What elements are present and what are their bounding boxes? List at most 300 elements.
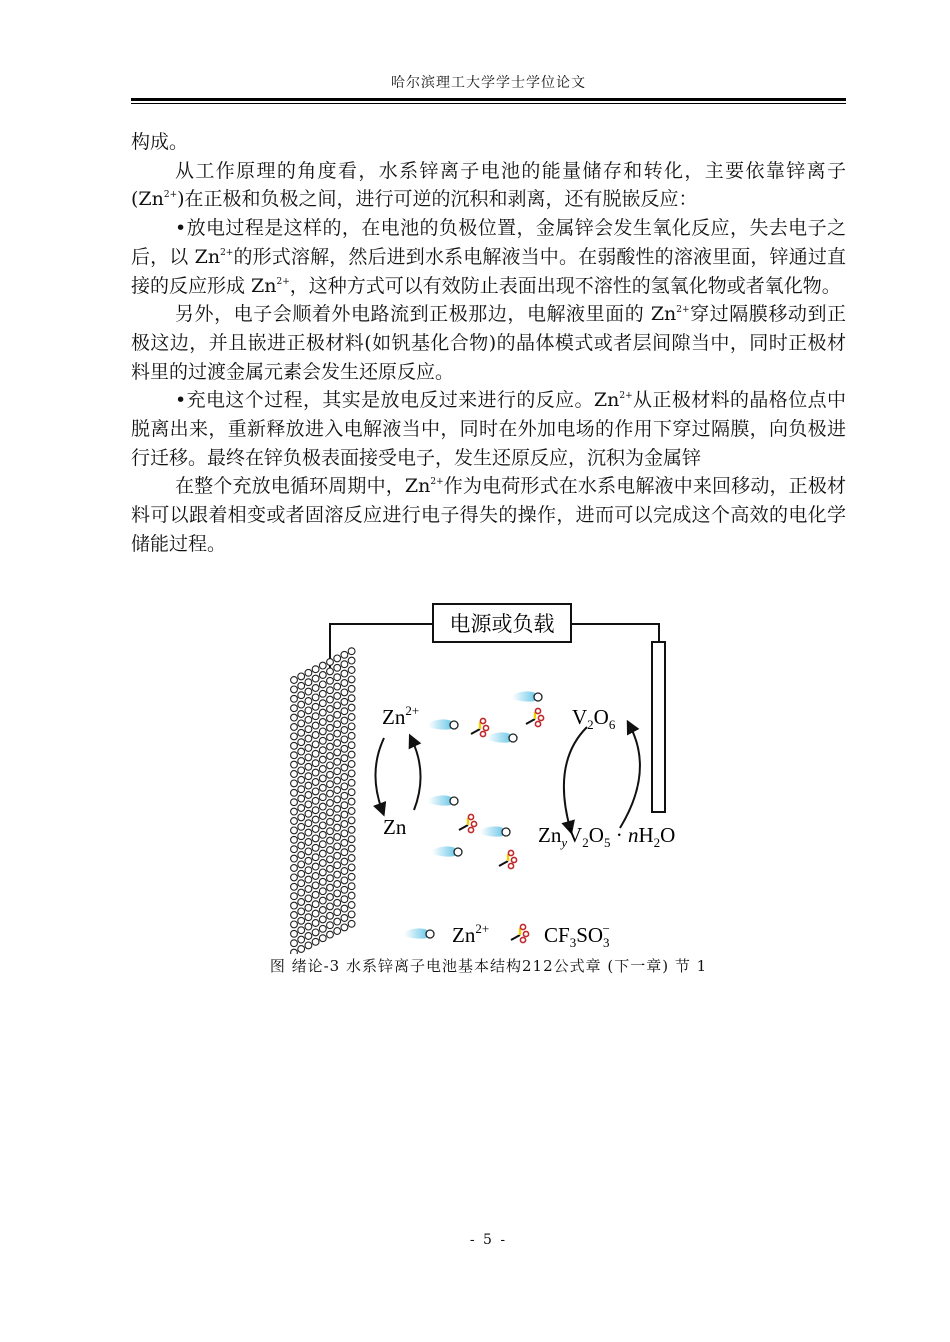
lattice-atom <box>327 894 334 901</box>
lattice-atom <box>319 935 326 942</box>
lattice-atom <box>298 729 305 736</box>
lattice-atom <box>334 824 341 831</box>
lattice-atom <box>348 789 355 796</box>
lattice-atom <box>298 720 305 727</box>
lattice-atom <box>305 792 312 799</box>
lattice-atom <box>348 685 355 692</box>
lattice-atom <box>348 920 355 927</box>
lattice-atom <box>319 756 326 763</box>
lattice-atom <box>305 745 312 752</box>
lattice-atom <box>298 880 305 887</box>
lattice-atom <box>291 818 298 825</box>
header-rule-thick <box>131 98 846 101</box>
cathode-plate <box>652 642 665 812</box>
lattice-atom <box>312 732 319 739</box>
lattice-atom <box>348 723 355 730</box>
legend-zn-ion-label: $Zn^{2+}$ <box>452 921 490 947</box>
lattice-atom <box>291 855 298 862</box>
paragraph-1: 构成。 <box>131 131 189 153</box>
lattice-atom <box>348 667 355 674</box>
zinc-anode-lattice <box>291 648 355 954</box>
lattice-atom <box>312 694 319 701</box>
lattice-atom <box>334 683 341 690</box>
lattice-atom <box>348 855 355 862</box>
lattice-atom <box>312 873 319 880</box>
lattice-atom <box>298 870 305 877</box>
lattice-atom <box>291 893 298 900</box>
lattice-atom <box>334 862 341 869</box>
lattice-atom <box>334 918 341 925</box>
lattice-atom <box>341 680 348 687</box>
lattice-atom <box>348 864 355 871</box>
lattice-atom <box>341 755 348 762</box>
lattice-atom <box>319 907 326 914</box>
lattice-atom <box>341 821 348 828</box>
lattice-atom <box>327 800 334 807</box>
lattice-atom <box>341 661 348 668</box>
lattice-atom <box>319 775 326 782</box>
lattice-atom <box>348 836 355 843</box>
lattice-atom <box>291 912 298 919</box>
lattice-atom <box>298 692 305 699</box>
lattice-atom <box>319 916 326 923</box>
lattice-atom <box>312 666 319 673</box>
lattice-atom <box>348 845 355 852</box>
anode-arrow-down <box>375 738 384 810</box>
lattice-atom <box>334 730 341 737</box>
zn-ion-particle <box>487 732 517 742</box>
legend-triflate-symbol <box>511 924 529 942</box>
lattice-atom <box>341 717 348 724</box>
lattice-atom <box>341 811 348 818</box>
lattice-atom <box>298 814 305 821</box>
lattice-atom <box>319 690 326 697</box>
lattice-atom <box>312 826 319 833</box>
paragraph-5: •充电这个过程，其实是放电反过来进行的反应。$Zn^{2+}$从正极材料的晶格位点中脱离出来，重新释放进入电解液当中，同时在外加电场的作用下穿过隔膜，向负极进行迁移。最终在锌负极表面接受电子，发生还原反应，沉积为金属锌 <box>131 389 846 469</box>
lattice-atom <box>334 674 341 681</box>
lattice-atom <box>327 668 334 675</box>
lattice-atom <box>312 760 319 767</box>
triflate-anion <box>526 708 544 726</box>
lattice-atom <box>305 763 312 770</box>
lattice-atom <box>341 792 348 799</box>
lattice-atom <box>312 910 319 917</box>
lattice-atom <box>334 749 341 756</box>
lattice-atom <box>305 707 312 714</box>
lattice-atom <box>334 655 341 662</box>
lattice-atom <box>319 803 326 810</box>
lattice-atom <box>298 758 305 765</box>
lattice-atom <box>319 700 326 707</box>
lattice-atom <box>298 927 305 934</box>
lattice-atom <box>305 867 312 874</box>
lattice-atom <box>291 771 298 778</box>
lattice-atom <box>319 737 326 744</box>
lattice-atom <box>305 829 312 836</box>
lattice-atom <box>327 687 334 694</box>
lattice-atom <box>291 714 298 721</box>
lattice-atom <box>291 808 298 815</box>
lattice-atom <box>305 698 312 705</box>
lattice-atom <box>341 915 348 922</box>
zn-ion-particle <box>480 826 510 836</box>
lattice-atom <box>348 883 355 890</box>
lattice-atom <box>312 703 319 710</box>
lattice-atom <box>348 873 355 880</box>
lattice-atom <box>327 912 334 919</box>
lattice-atom <box>291 874 298 881</box>
anode-arrow-up <box>412 740 421 810</box>
lattice-atom <box>291 827 298 834</box>
lattice-atom <box>341 905 348 912</box>
lattice-atom <box>305 904 312 911</box>
lattice-atom <box>291 733 298 740</box>
lattice-atom <box>305 820 312 827</box>
lattice-atom <box>312 854 319 861</box>
lattice-atom <box>334 693 341 700</box>
lattice-atom <box>305 876 312 883</box>
lattice-atom <box>319 822 326 829</box>
lattice-atom <box>327 743 334 750</box>
lattice-atom <box>319 850 326 857</box>
lattice-atom <box>312 797 319 804</box>
lattice-atom <box>327 762 334 769</box>
lattice-atom <box>327 659 334 666</box>
lattice-atom <box>327 753 334 760</box>
lattice-atom <box>291 686 298 693</box>
lattice-atom <box>334 805 341 812</box>
lattice-atom <box>291 902 298 909</box>
lattice-atom <box>298 795 305 802</box>
lattice-atom <box>348 657 355 664</box>
lattice-atom <box>334 787 341 794</box>
lattice-atom <box>334 815 341 822</box>
lattice-atom <box>298 823 305 830</box>
lattice-atom <box>312 863 319 870</box>
lattice-atom <box>291 789 298 796</box>
lattice-atom <box>327 818 334 825</box>
lattice-atom <box>298 739 305 746</box>
lattice-atom <box>319 813 326 820</box>
lattice-atom <box>341 886 348 893</box>
lattice-atom <box>319 794 326 801</box>
legend-triflate-label: $CF_3SO_3-$ <box>544 921 610 950</box>
paragraph-4: 另外，电子会顺着外电路流到正极那边，电解液里面的 $Zn^{2+}$穿过隔膜移动到正极这边，并且嵌进正极材料(如钒基化合物)的晶体模式或者层间隙当中，同时正极材料里的过渡金属元素会发生还原反应。 <box>131 303 846 383</box>
lattice-atom <box>312 713 319 720</box>
lattice-atom <box>319 719 326 726</box>
zn-ion-particle <box>512 691 542 701</box>
lattice-atom <box>291 677 298 684</box>
lattice-atom <box>305 669 312 676</box>
lattice-atom <box>305 735 312 742</box>
lattice-atom <box>298 908 305 915</box>
lattice-atom <box>298 701 305 708</box>
lattice-atom <box>305 895 312 902</box>
lattice-atom <box>334 702 341 709</box>
lattice-atom <box>319 860 326 867</box>
lattice-atom <box>312 741 319 748</box>
lattice-atom <box>319 662 326 669</box>
triflate-anion <box>499 850 517 868</box>
lattice-atom <box>291 930 298 937</box>
lattice-atom <box>319 841 326 848</box>
lattice-atom <box>291 752 298 759</box>
lattice-atom <box>291 836 298 843</box>
lattice-atom <box>305 923 312 930</box>
lattice-atom <box>305 773 312 780</box>
lattice-atom <box>327 696 334 703</box>
lattice-atom <box>348 695 355 702</box>
lattice-atom <box>348 817 355 824</box>
lattice-atom <box>298 842 305 849</box>
lattice-atom <box>291 883 298 890</box>
lattice-atom <box>298 917 305 924</box>
lattice-atom <box>341 839 348 846</box>
lattice-atom <box>341 736 348 743</box>
lattice-atom <box>305 726 312 733</box>
lattice-atom <box>319 709 326 716</box>
lattice-atom <box>334 711 341 718</box>
lattice-atom <box>334 871 341 878</box>
lattice-atom <box>341 745 348 752</box>
lattice-atom <box>341 858 348 865</box>
lattice-atom <box>298 805 305 812</box>
power-load-label: 电源或负载 <box>449 612 555 636</box>
battery-diagram-svg <box>282 602 702 954</box>
lattice-atom <box>312 807 319 814</box>
legend-zn-ion-symbol <box>404 928 434 938</box>
lattice-atom <box>334 758 341 765</box>
lattice-atom <box>305 688 312 695</box>
lattice-atom <box>291 865 298 872</box>
lattice-atom <box>291 742 298 749</box>
zn-ion-particle <box>428 795 458 805</box>
lattice-atom <box>312 882 319 889</box>
lattice-atom <box>327 790 334 797</box>
lattice-atom <box>327 781 334 788</box>
lattice-atom <box>305 801 312 808</box>
lattice-atom <box>327 677 334 684</box>
lattice-atom <box>341 802 348 809</box>
lattice-atom <box>334 777 341 784</box>
lattice-atom <box>341 877 348 884</box>
lattice-atom <box>291 949 298 954</box>
body-text <box>131 128 846 559</box>
lattice-atom <box>348 676 355 683</box>
lattice-atom <box>319 888 326 895</box>
lattice-atom <box>291 921 298 928</box>
lattice-atom <box>319 766 326 773</box>
lattice-atom <box>348 704 355 711</box>
lattice-atom <box>319 897 326 904</box>
paragraph-3: •放电过程是这样的，在电池的负极位置，金属锌会发生氧化反应，失去电子之后，以 $Zn^{2+}$的形式溶解，然后进到水系电解液当中。在弱酸性的溶液里面，锌通过直接的反应形成 $Zn^{2+}$，这种方式可以有效防止表面出现不溶性的氢氧化物或者氧化物。 <box>131 217 846 297</box>
lattice-atom <box>312 750 319 757</box>
lattice-atom <box>348 798 355 805</box>
lattice-atom <box>334 881 341 888</box>
lattice-atom <box>334 796 341 803</box>
lattice-atom <box>334 740 341 747</box>
lattice-atom <box>319 747 326 754</box>
lattice-atom <box>305 942 312 949</box>
lattice-atom <box>291 940 298 947</box>
zn-metal-label: Zn <box>383 815 407 839</box>
lattice-atom <box>348 742 355 749</box>
lattice-atom <box>291 695 298 702</box>
lattice-atom <box>327 809 334 816</box>
lattice-atom <box>312 675 319 682</box>
lattice-atom <box>319 925 326 932</box>
zn-ion-particle <box>432 846 462 856</box>
lattice-atom <box>298 776 305 783</box>
lattice-atom <box>298 833 305 840</box>
lattice-atom <box>341 727 348 734</box>
lattice-atom <box>348 808 355 815</box>
lattice-atom <box>312 722 319 729</box>
lattice-atom <box>334 768 341 775</box>
lattice-atom <box>334 890 341 897</box>
lattice-atom <box>341 868 348 875</box>
v2o6-label: $V_2O_6$ <box>572 705 616 732</box>
lattice-atom <box>298 861 305 868</box>
lattice-atom <box>298 889 305 896</box>
lattice-atom <box>305 914 312 921</box>
lattice-atom <box>298 786 305 793</box>
lattice-atom <box>298 852 305 859</box>
lattice-atom <box>348 770 355 777</box>
lattice-atom <box>348 751 355 758</box>
lattice-atom <box>312 816 319 823</box>
lattice-atom <box>341 774 348 781</box>
lattice-atom <box>312 835 319 842</box>
lattice-atom <box>348 714 355 721</box>
lattice-atom <box>312 685 319 692</box>
lattice-atom <box>305 848 312 855</box>
lattice-atom <box>341 896 348 903</box>
lattice-atom <box>327 922 334 929</box>
lattice-atom <box>298 673 305 680</box>
znyv2o5-label: $Zn_yV_2O_5 \cdot nH_2O$ <box>538 823 676 850</box>
cathode-arrow-up <box>620 726 640 828</box>
page-number: - 5 - <box>469 1232 508 1248</box>
paragraph-6: 在整个充放电循环周期中，$Zn^{2+}$作为电荷形式在水系电解液中来回移动，正极材料可以跟着相变或者固溶反应进行电子得失的操作，进而可以完成这个高效的电化学储能过程。 <box>131 475 846 555</box>
lattice-atom <box>291 846 298 853</box>
lattice-atom <box>298 936 305 943</box>
lattice-atom <box>327 875 334 882</box>
lattice-atom <box>319 681 326 688</box>
lattice-atom <box>305 754 312 761</box>
lattice-atom <box>341 783 348 790</box>
paragraph-2: 从工作原理的角度看，水系锌离子电池的能量储存和转化，主要依靠锌离子$(Zn^{2+})$在正极和负极之间，进行可逆的沉积和剥离，还有脱嵌反应： <box>131 159 846 211</box>
lattice-atom <box>312 844 319 851</box>
lattice-atom <box>348 902 355 909</box>
lattice-atom <box>334 928 341 935</box>
lattice-atom <box>341 764 348 771</box>
lattice-atom <box>334 852 341 859</box>
header-rule-thin <box>131 103 846 104</box>
lattice-atom <box>341 849 348 856</box>
lattice-atom <box>327 734 334 741</box>
zn-ion-particle <box>428 719 458 729</box>
lattice-atom <box>319 878 326 885</box>
lattice-atom <box>305 810 312 817</box>
lattice-atom <box>341 689 348 696</box>
lattice-atom <box>291 780 298 787</box>
lattice-atom <box>319 831 326 838</box>
lattice-atom <box>341 698 348 705</box>
lattice-atom <box>348 911 355 918</box>
lattice-atom <box>327 771 334 778</box>
lattice-atom <box>327 715 334 722</box>
lattice-atom <box>341 670 348 677</box>
lattice-atom <box>327 724 334 731</box>
lattice-atom <box>327 847 334 854</box>
battery-diagram <box>282 602 702 954</box>
lattice-atom <box>291 761 298 768</box>
lattice-atom <box>298 748 305 755</box>
lattice-atom <box>341 830 348 837</box>
cathode-arrow-down <box>564 727 587 828</box>
lattice-atom <box>334 909 341 916</box>
lattice-atom <box>312 891 319 898</box>
lattice-atom <box>341 708 348 715</box>
lattice-atom <box>327 865 334 872</box>
lattice-atom <box>319 869 326 876</box>
lattice-atom <box>291 799 298 806</box>
lattice-atom <box>291 705 298 712</box>
lattice-atom <box>348 732 355 739</box>
lattice-atom <box>312 769 319 776</box>
lattice-atom <box>298 946 305 953</box>
triflate-anion <box>471 718 489 736</box>
lattice-atom <box>327 828 334 835</box>
lattice-atom <box>298 899 305 906</box>
lattice-atom <box>327 837 334 844</box>
lattice-atom <box>334 721 341 728</box>
lattice-atom <box>319 728 326 735</box>
lattice-atom <box>305 679 312 686</box>
lattice-atom <box>348 761 355 768</box>
lattice-atom <box>327 856 334 863</box>
lattice-atom <box>298 767 305 774</box>
lattice-atom <box>334 834 341 841</box>
lattice-atom <box>327 706 334 713</box>
lattice-atom <box>312 929 319 936</box>
lattice-atom <box>305 886 312 893</box>
figure-caption: 图 绪论-3 水系锌离子电池基本结构212公式章 (下一章) 节 1 <box>269 957 708 975</box>
lattice-atom <box>348 892 355 899</box>
lattice-atom <box>327 903 334 910</box>
lattice-atom <box>305 839 312 846</box>
lattice-atom <box>334 899 341 906</box>
lattice-atom <box>312 901 319 908</box>
lattice-atom <box>334 664 341 671</box>
lattice-atom <box>291 724 298 731</box>
lattice-atom <box>327 884 334 891</box>
lattice-atom <box>312 938 319 945</box>
lattice-atom <box>305 782 312 789</box>
lattice-atom <box>341 651 348 658</box>
lattice-atom <box>348 826 355 833</box>
lattice-atom <box>298 682 305 689</box>
lattice-atom <box>312 788 319 795</box>
lattice-atom <box>327 931 334 938</box>
lattice-atom <box>312 920 319 927</box>
lattice-atom <box>334 843 341 850</box>
lattice-atom <box>319 672 326 679</box>
external-circuit-wire-right <box>571 624 659 642</box>
lattice-atom <box>305 857 312 864</box>
lattice-atom <box>305 933 312 940</box>
